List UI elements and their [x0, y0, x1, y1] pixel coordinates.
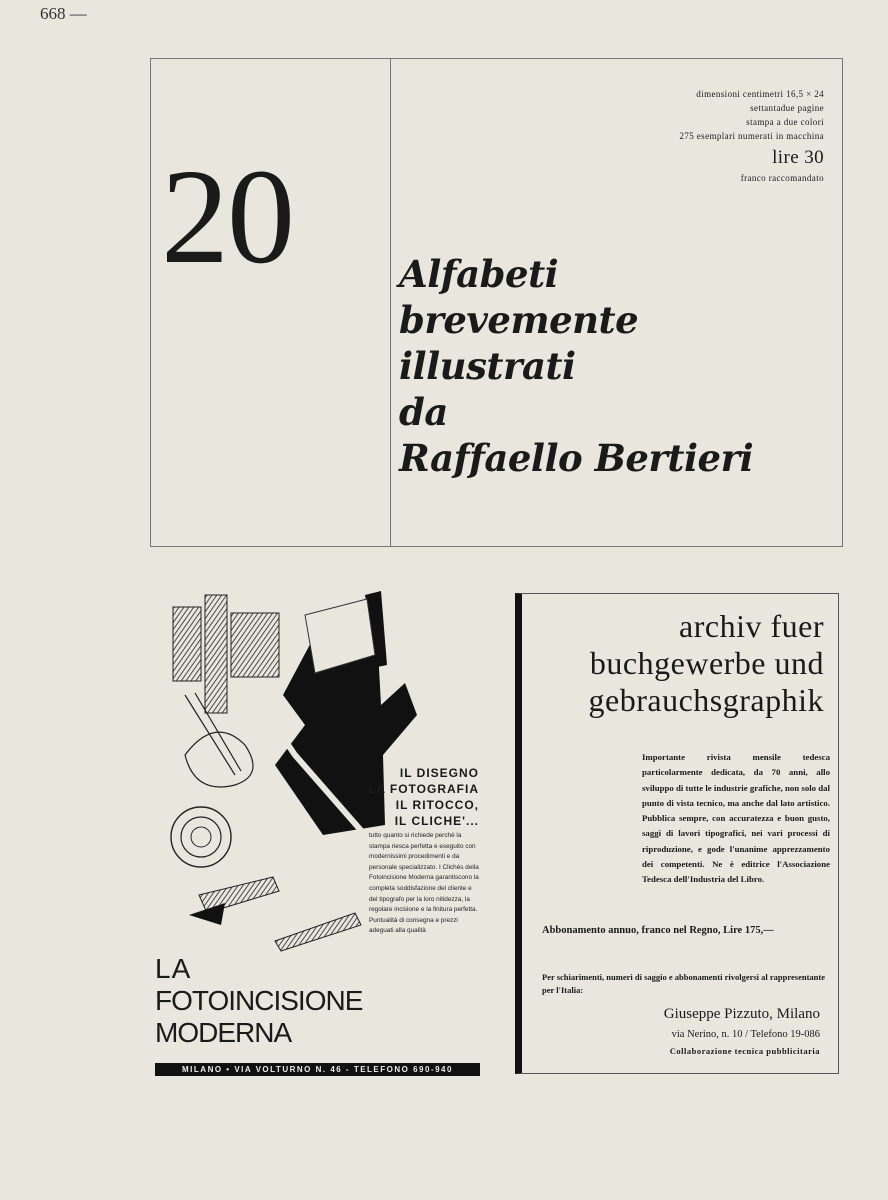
magazine-advert — [515, 593, 839, 1074]
spec-line: stampa a due colori — [746, 117, 824, 127]
magazine-title-line: gebrauchsgraphik — [588, 682, 824, 718]
advert-divider — [390, 59, 391, 546]
page-number: 668 — — [40, 4, 87, 23]
title-line: Raffaello Bertieri — [399, 436, 754, 480]
service-item: LA FOTOGRAFIA — [368, 782, 479, 796]
services-description: tutto quanto si richiede perchè la stampa riesca perfetta e eseguito con modernissimi procedimenti e da personale specializzato. I Clichès della Fotoincisione Moderna garantiscono la completa soddisfazione del cliente e del tipografo per la loro nitidezza, la regolare incisione e la finitura perfetta. Puntualità di consegna e prezzi adeguati alla qualità — [369, 832, 479, 935]
title-line: brevemente — [399, 298, 639, 342]
magazine-title — [589, 608, 824, 719]
service-item: IL DISEGNO — [399, 766, 479, 780]
big-number: 20 — [161, 142, 293, 292]
shipping-note: franco raccomandato — [740, 173, 824, 183]
magazine-title-line: archiv fuer — [679, 608, 824, 644]
representative-name: Giuseppe Pizzuto, Milano — [663, 1006, 820, 1022]
book-specs — [679, 87, 824, 185]
service-item: IL RITOCCO, — [395, 798, 479, 812]
company-name-article: LA — [155, 953, 192, 984]
magazine-title-line: buchgewerbe und — [589, 645, 824, 681]
book-price: lire 30 — [772, 147, 824, 168]
subscription-price: Abbonamento annuo, franco nel Regno, Lire 175,— — [542, 925, 774, 936]
engraving-advert — [155, 585, 485, 1080]
representative-address: via Nerino, n. 10 / Telefono 19-086 — [671, 1029, 820, 1040]
title-line: da — [399, 390, 448, 434]
title-line: Alfabeti — [399, 252, 559, 296]
service-item: IL CLICHE'... — [394, 814, 479, 828]
company-name: FOTOINCISIONE MODERNA — [155, 985, 363, 1048]
spec-line: settantadue pagine — [750, 103, 824, 113]
services-list — [368, 765, 479, 829]
company-address: MILANO • VIA VOLTURNO N. 46 - TELEFONO 690-940 — [155, 1063, 480, 1076]
book-advert — [150, 58, 843, 547]
book-title — [399, 251, 753, 481]
spec-line: dimensioni centimetri 16,5 × 24 — [696, 89, 824, 99]
spec-line: 275 esemplari numerati in macchina — [679, 131, 824, 141]
title-line: illustrati — [399, 344, 576, 388]
representative-note: Collaborazione tecnica pubblicitaria — [669, 1046, 820, 1056]
magazine-description: Importante rivista mensile tedesca particolarmente dedicata, da 70 anni, allo sviluppo di tutte le industrie grafiche, non solo dal punto di vista tecnico, ma anche dal lato artistico. Pubblica sempre, con accuratezza e buon gusto, saggi di lavori tipografici, nei vari processi di riproduzione, e gode l'unanime apprezzamento dei competenti. Ne è editrice l'Associazione Tedesca dell'Industria del Libro. — [642, 752, 830, 885]
contact-intro: Per schiarimenti, numeri di saggio e abbonamenti rivolgersi al rappresentante per l'Italia: — [542, 972, 825, 995]
